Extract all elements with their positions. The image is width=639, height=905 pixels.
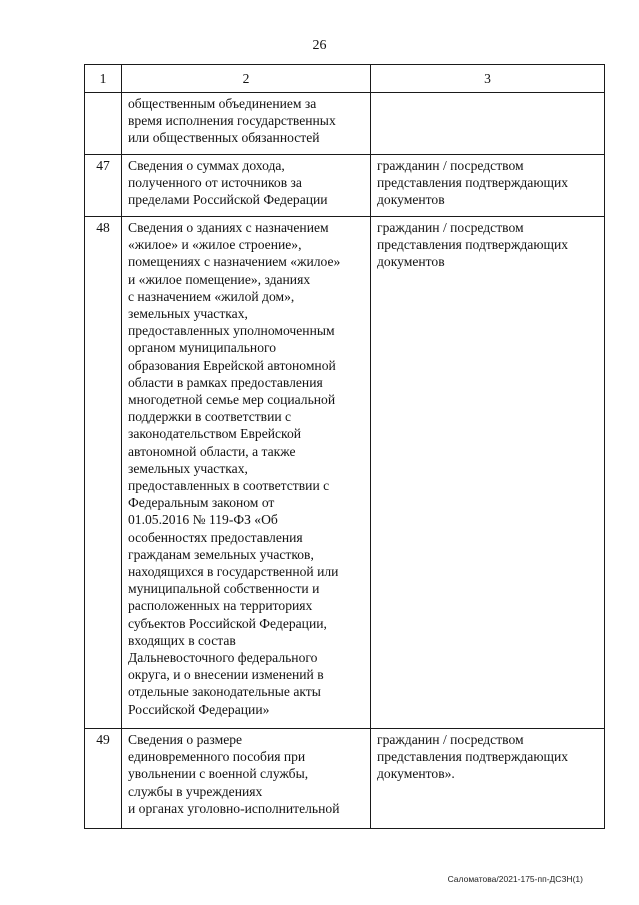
table-row-48 — [85, 217, 605, 729]
info-cell: общественным объединением за время исполнения государственных или общественных обязанностей — [122, 93, 371, 155]
row-number-cell: 49 — [85, 729, 122, 829]
source-cell: гражданин / посредством представления подтверждающих документов — [371, 217, 605, 729]
header-cell-1: 1 — [85, 65, 122, 93]
row-number-cell — [85, 93, 122, 155]
info-cell: Сведения о размере единовременного пособия при увольнении с военной службы, службы в учреждениях и органах уголовно-исполнительной — [122, 729, 371, 829]
source-cell: гражданин / посредством представления подтверждающих документов». — [371, 729, 605, 829]
data-table — [84, 64, 605, 829]
table-row-49 — [85, 729, 605, 829]
page-number: 26 — [312, 38, 327, 53]
table-row-47 — [85, 155, 605, 217]
info-cell: Сведения о суммах дохода, полученного от источников за пределами Российской Федерации — [122, 155, 371, 217]
header-cell-2: 2 — [122, 65, 371, 93]
header-cell-3: 3 — [371, 65, 605, 93]
footer-document-code: Саломатова/2021-175-пп-ДСЗН(1) — [447, 874, 583, 884]
table-row-continuation — [85, 93, 605, 155]
row-number-cell: 47 — [85, 155, 122, 217]
source-cell — [371, 93, 605, 155]
source-cell: гражданин / посредством представления подтверждающих документов — [371, 155, 605, 217]
row-number-cell: 48 — [85, 217, 122, 729]
table-header-row — [85, 65, 605, 93]
info-cell: Сведения о зданиях с назначением «жилое» и «жилое строение», помещениях с назначением «жилое» и «жилое помещение», зданиях с назначением «жилой дом», земельных участках, предоставленных уполномоченным органом муниципального образования Еврейской автономной области в рамках предоставления многодетной семье мер социальной поддержки в соответствии с законодательством Еврейской автономной области, а также земельных участках, предоставленных в соответствии с Федеральным законом от 01.05.2016 № 119-ФЗ «Об особенностях предоставления гражданам земельных участков, находящихся в государственной или муниципальной собственности и расположенных на территориях субъектов Российской Федерации, входящих в состав Дальневосточного федерального округа, и о внесении изменений в отдельные законодательные акты Российской Федерации» — [122, 217, 371, 729]
